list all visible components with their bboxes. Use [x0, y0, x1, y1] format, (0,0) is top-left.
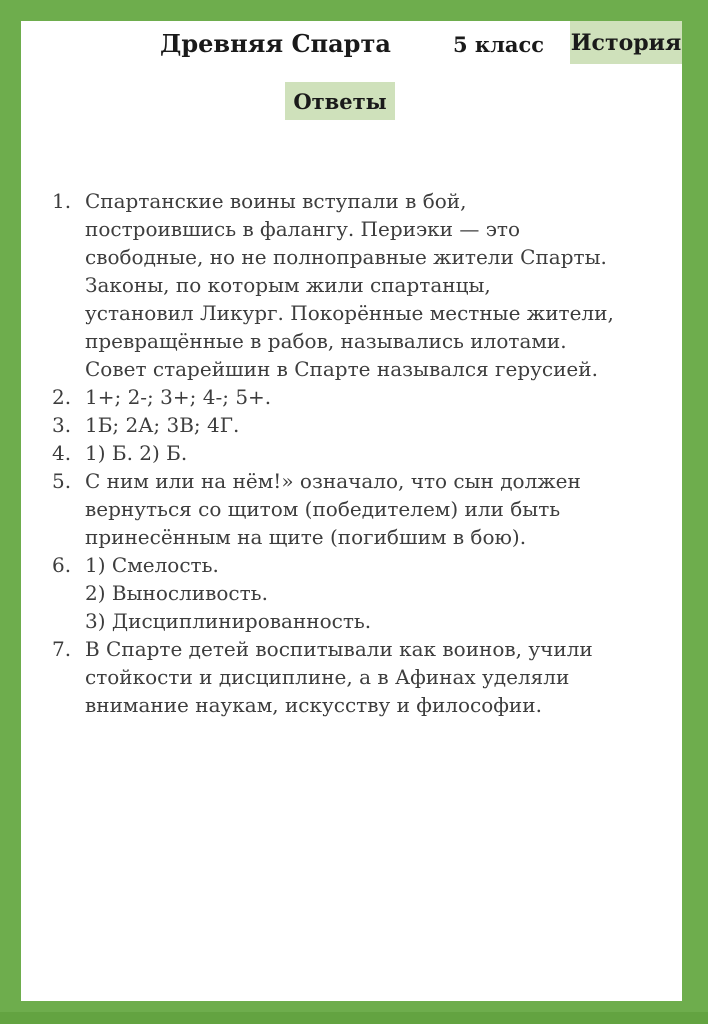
answer-number: 3.: [52, 413, 72, 437]
answer-line: Совет старейшин в Спарте назывался герусией.: [85, 357, 598, 381]
answer-item: [52, 467, 658, 551]
answer-line: построившись в фалангу. Периэки — это: [85, 217, 521, 241]
answer-text: [85, 411, 239, 439]
answer-number: 2.: [52, 385, 72, 409]
grade-label: 5 класс: [453, 32, 545, 57]
answer-line: 1Б; 2А; 3В; 4Г.: [85, 413, 240, 437]
answer-number: 4.: [52, 441, 72, 465]
answers-list: [52, 187, 658, 719]
answer-line: установил Ликург. Покорённые местные жители,: [85, 301, 614, 325]
answer-text: [85, 383, 271, 411]
answer-line: превращённые в рабов, назывались илотами.: [85, 329, 567, 353]
answer-line: С ним или на нём!» означало, что сын должен: [85, 469, 581, 493]
answer-line: В Спарте детей воспитывали как воинов, учили: [85, 637, 593, 661]
answer-number: 7.: [52, 637, 72, 661]
answer-item: [52, 635, 658, 719]
answer-line: Спартанские воины вступали в бой,: [85, 189, 467, 213]
answer-line: 1) Б. 2) Б.: [85, 441, 188, 465]
answer-item: [52, 411, 658, 439]
answers-badge: Ответы: [285, 82, 395, 120]
page-title: Древняя Спарта: [160, 29, 391, 58]
answer-item: [52, 383, 658, 411]
answer-line: Законы, по которым жили спартанцы,: [85, 273, 491, 297]
answer-text: [85, 439, 187, 467]
answer-line: принесённым на щите (погибшим в бою).: [85, 525, 527, 549]
answer-item: [52, 187, 658, 383]
subject-badge: История: [570, 21, 682, 64]
answer-line: вернуться со щитом (победителем) или быть: [85, 497, 561, 521]
answer-line: 3) Дисциплинированность.: [85, 609, 372, 633]
answer-line: 1) Смелость.: [85, 553, 219, 577]
worksheet-page: [21, 21, 682, 1001]
answer-number: 6.: [52, 553, 72, 577]
answer-number: 5.: [52, 469, 72, 493]
answer-text: [85, 467, 581, 551]
answer-line: 2) Выносливость.: [85, 581, 268, 605]
answer-item: [52, 551, 658, 635]
answer-text: [85, 635, 593, 719]
answer-line: стойкости и дисциплине, а в Афинах уделяли: [85, 665, 570, 689]
answer-item: [52, 439, 658, 467]
frame-bottom-shade: [0, 1012, 708, 1024]
answer-text: [85, 551, 371, 635]
answer-line: внимание наукам, искусству и философии.: [85, 693, 542, 717]
answer-text: [85, 187, 614, 383]
answer-line: 1+; 2-; 3+; 4-; 5+.: [85, 385, 272, 409]
answer-number: 1.: [52, 189, 72, 213]
answer-line: свободные, но не полноправные жители Спарты.: [85, 245, 607, 269]
